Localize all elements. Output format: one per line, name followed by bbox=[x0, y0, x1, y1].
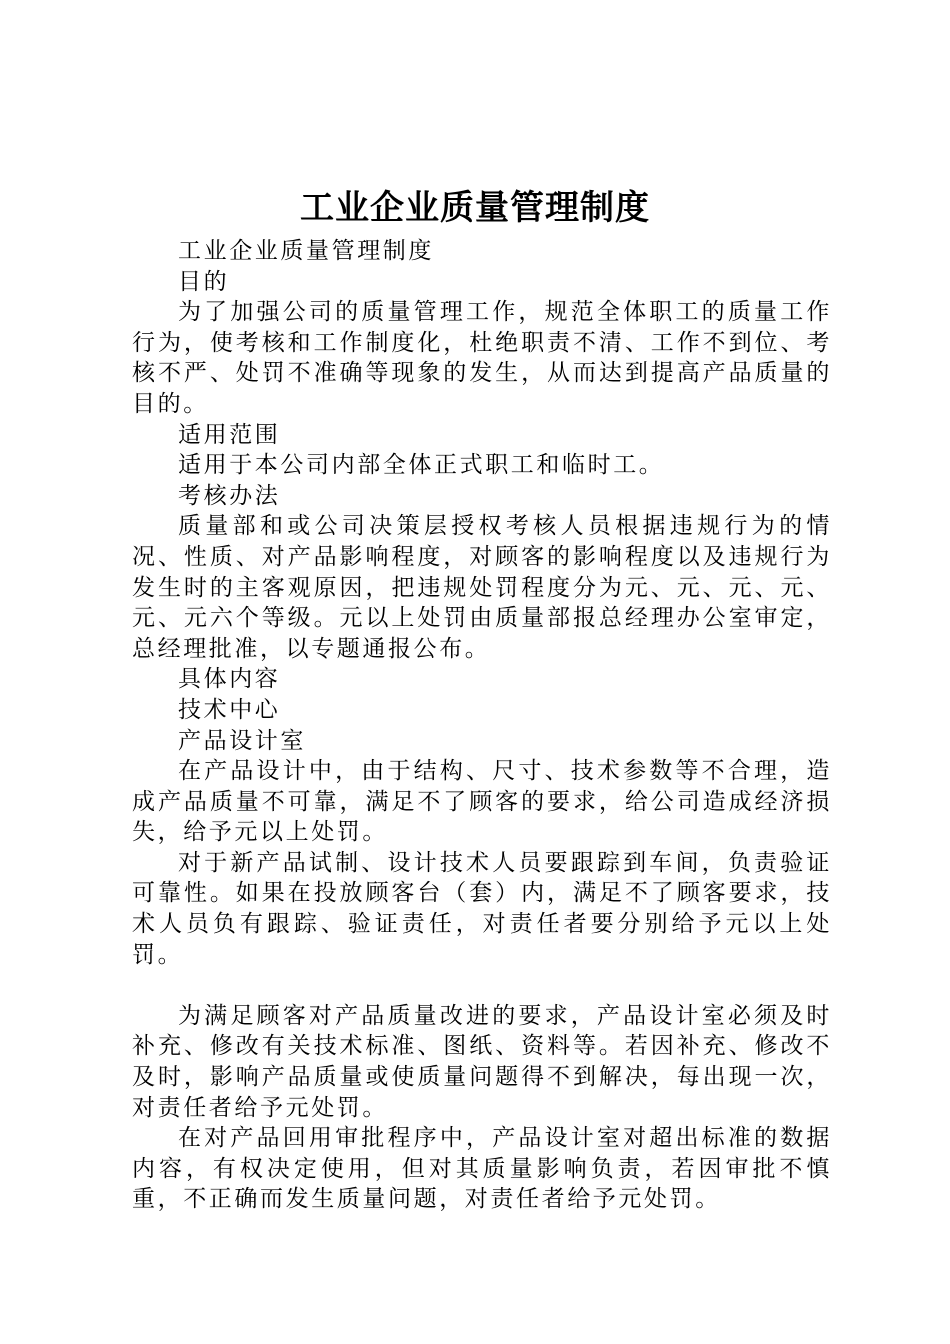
paragraph-design-4: 在对产品回用审批程序中，产品设计室对超出标准的数据内容，有权决定使用，但对其质量影响负责，若因审批不慎重，不正确而发生质量问题，对责任者给予元处罚。 bbox=[132, 1125, 832, 1213]
heading-scope: 适用范围 bbox=[178, 421, 281, 448]
heading-content: 具体内容 bbox=[178, 666, 281, 693]
heading-tech-center: 技术中心 bbox=[178, 696, 281, 723]
paragraph-purpose: 为了加强公司的质量管理工作，规范全体职工的质量工作行为，使考核和工作制度化，杜绝职责不清、工作不到位、考核不严、处罚不准确等现象的发生，从而达到提高产品质量的目的。 bbox=[132, 299, 832, 417]
paragraph-design-2: 对于新产品试制、设计技术人员要跟踪到车间，负责验证可靠性。如果在投放顾客台（套）内，满足不了顾客要求，技术人员负有跟踪、验证责任，对责任者要分别给予元以上处罚。 bbox=[132, 849, 832, 968]
paragraph-assessment: 质量部和或公司决策层授权考核人员根据违规行为的情况、性质、对产品影响程度，对顾客的影响程度以及违规行为发生时的主客观原因，把违规处罚程度分为元、元、元、元、元、元六个等级。元以上处罚由质量部报总经理办公室审定，总经理批准，以专题通报公布。 bbox=[132, 513, 832, 662]
paragraph-scope: 适用于本公司内部全体正式职工和临时工。 bbox=[178, 452, 665, 479]
heading-assessment: 考核办法 bbox=[178, 482, 281, 509]
document-body bbox=[132, 236, 832, 1215]
paragraph-subtitle: 工业企业质量管理制度 bbox=[178, 238, 434, 264]
paragraph-design-1: 在产品设计中，由于结构、尺寸、技术参数等不合理，造成产品质量不可靠，满足不了顾客的要求，给公司造成经济损失，给予元以上处罚。 bbox=[132, 758, 832, 846]
heading-purpose: 目的 bbox=[178, 268, 230, 295]
heading-design-office: 产品设计室 bbox=[178, 727, 306, 754]
paragraph-design-3: 为满足顾客对产品质量改进的要求，产品设计室必须及时补充、修改有关技术标准、图纸、资料等。若因补充、修改不及时，影响产品质量或使质量问题得不到解决，每出现一次，对责任者给予元处罚。 bbox=[132, 1002, 832, 1121]
document-title: 工业企业质量管理制度 bbox=[300, 188, 650, 228]
